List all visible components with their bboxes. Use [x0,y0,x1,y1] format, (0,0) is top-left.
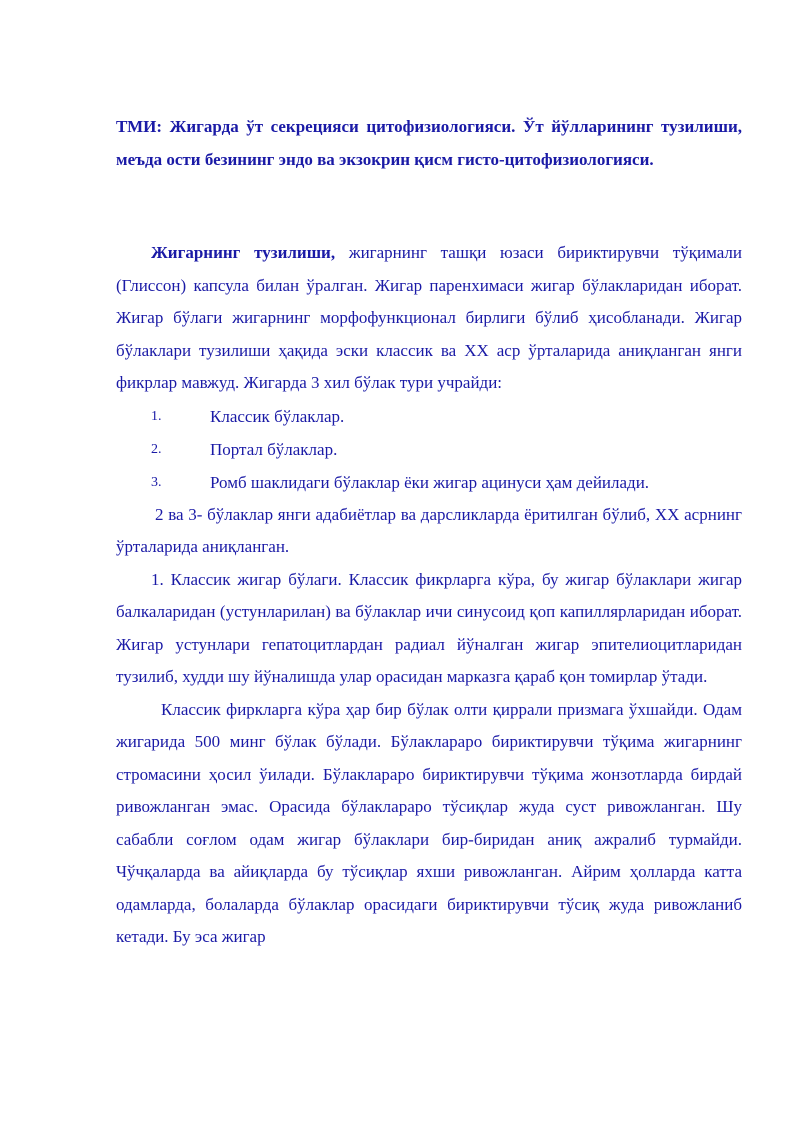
intro-text: жигарнинг ташқи юзаси бириктирувчи тўқимали (Глиссон) капсула билан ўралган. Жигар паренхимаси жигар бўлакларидан иборат. Жигар бўлаги жигарнинг морфофункционал бирлиги бўлиб ҳисобланади. Жигар бўлаклари тузилиши ҳақида эски классик ва XX аср ўрталарида аниқланган янги фикрлар мавжуд. Жигарда 3 хил бўлак тури учрайди: [116,243,742,392]
paragraph-prism-shape: Классик фиркларга кўра ҳар бир бўлак олти қиррали призмага ўхшайди. Одам жигарида 500 минг бўлак бўлади. Бўлакларaро бириктирувчи тўқима жигарнинг стромасини ҳосил ўилади. Бўлакларaро бириктирувчи тўқима жонзотларда бирдай ривожланган эмас. Орасида бўлакларaро тўсиқлар жуда суст ривожланган. Шу сабабли соғлом одам жигар бўлаклари бир-биридан аниқ ажралиб турмайди. Чўчқаларда ва айиқларда бу тўсиқлар яхши ривожланган. Айрим ҳолларда катта одамларда, болаларда бўлаклар орасидаги бириктирувчи тўсиқ жуда ривожланиб кетади. Бу эса жигар [116,699,742,946]
list-item-text: Ромб шаклидаги бўлаклар ёки жигар ацинуси ҳам дейилади. [210,472,650,492]
paragraph-lobule-note: 2 ва 3- бўлаклар янги адабиётлар ва дарсликларда ёритилган бўлиб, XX асрнинг ўрталарида аниқланган. [116,504,742,556]
list-item-text: Классик бўлаклар. [210,406,345,426]
paragraph-classic-lobule: 1. Классик жигар бўлаги. Классик фикрларга кўра, бу жигар бўлаклари жигар балкаларидан (устунларилан) ва бўлаклар ичи синусоид қоп капиллярларидан иборат. Жигар устунлари гепатоцитлардан радиал йўналган жигар эпителиоцитларидан тузилиб, худди шу йўналишда улар орасидан марказга қараб қон томирлар ўтади. [116,569,742,686]
list-item-number: 1. [151,408,162,424]
list-item-number: 2. [151,441,162,457]
list-item [116,466,742,499]
list-item-number: 3. [151,474,162,490]
document-title: ТМИ: Жигарда ўт секрецияси цитофизиологияси. Ўт йўлларининг тузилиши, меъда ости безининг эндо ва экзокрин қисм гисто-цитофизиологияси. [116,117,742,169]
intro-paragraph [116,237,742,400]
document-page [116,110,742,954]
list-item [116,433,742,466]
list-item-text: Портал бўлаклар. [210,439,338,459]
list-item [116,400,742,433]
intro-lead-bold: Жигарнинг тузилиши, [151,243,336,262]
lobule-types-list [116,400,742,499]
